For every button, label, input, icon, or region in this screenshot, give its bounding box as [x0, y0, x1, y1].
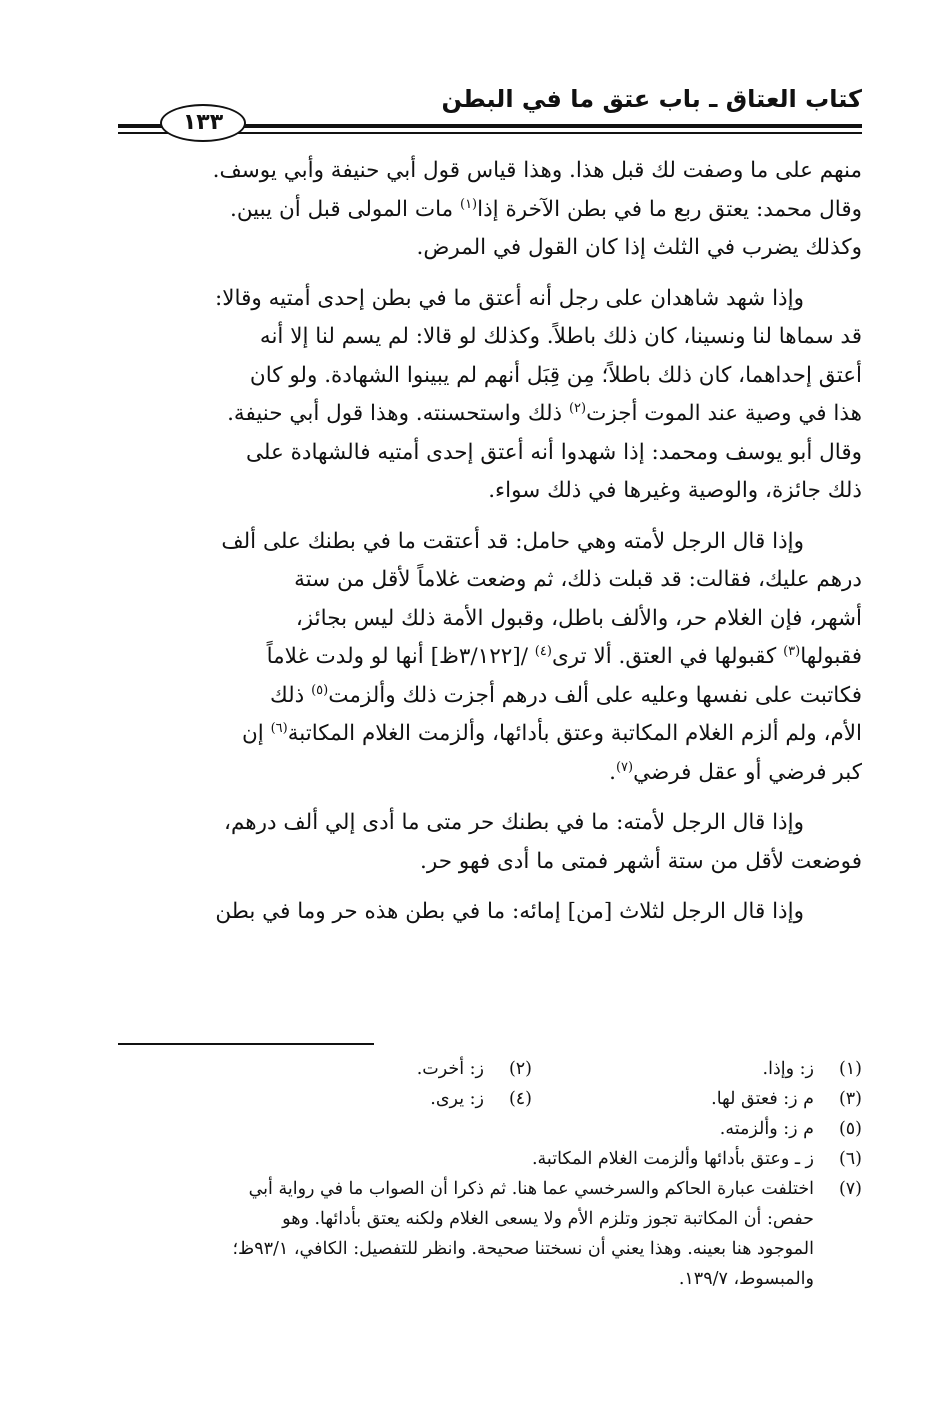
text-line: وقال أبو يوسف ومحمد: إذا شهدوا أنه أعتق إحدى أمتيه فالشهادة على: [245, 439, 862, 465]
footnote-text: ز: أخرت.: [416, 1059, 484, 1079]
text-line: أعتق إحداهما، كان ذلك باطلاً؛ مِن قِبَل أنهم لم يبينوا الشهادة. ولو كان: [249, 362, 862, 388]
text-line: قد سماها لنا ونسينا، كان ذلك باطلاً. وكذلك لو قالا: لم يسم لنا إلا أنه: [259, 324, 862, 349]
text-line: وإذا قال الرجل لثلاث [من] إمائه: ما في بطن هذه حر وما في بطن: [215, 899, 804, 924]
text-line: كبر فرضي أو عقل فرضي$^{(٧)}$.: [609, 759, 862, 785]
text-line: فوضعت لأقل من ستة أشهر فمتى ما أدى فهو حر.: [420, 848, 862, 874]
text-line: منهم على ما وصفت لك قبل هذا. وهذا قياس قول أبي حنيفة وأبي يوسف.: [212, 158, 862, 183]
text-line: وقال محمد: يعتق ربع ما في بطن الآخرة إذا$^{(١)}$ مات المولى قبل أن يبين.: [229, 196, 862, 222]
footnote-number: (٤): [508, 1089, 532, 1109]
body-text: [118, 152, 862, 944]
footnote-line: اختلفت عبارة الحاكم والسرخسي عما هنا. ثم ذكرا أن الصواب ما في رواية أبي: [248, 1179, 814, 1199]
footnote-ref: (٥): [311, 682, 329, 698]
footnote: [202, 1084, 532, 1114]
text-line: فكاتبت على نفسها وعليه على ألف درهم أجزت ذلك وألزمت$^{(٥)}$ ذلك: [270, 682, 862, 708]
footnote-number: (٦): [838, 1149, 862, 1169]
footnote-number: (٥): [838, 1119, 862, 1139]
paragraph: [118, 523, 862, 793]
footnote-ref: (٢): [568, 400, 587, 416]
footnote-ref: (٣): [783, 643, 801, 659]
footnote-text: ز ـ وعتق بأدائها وألزمت الغلام المكاتبة.: [531, 1149, 814, 1169]
text-line: وإذا قال الرجل لأمته وهي حامل: قد أعتقت ما في بطنك على ألف: [221, 528, 804, 554]
paragraph: [118, 804, 862, 881]
footnote-line: والمبسوط، ١٣٩/٧.: [678, 1269, 814, 1289]
footnote-ref: (٤): [534, 643, 552, 659]
text-line: فقبولها$^{(٣)}$ كقبولها في العتق. ألا ترى$^{(٤)}$ /[٣/١٢٢ظ] أنها لو ولدت غلاماً: [266, 643, 862, 669]
footnote-number: (٧): [838, 1179, 862, 1199]
footnote: [532, 1054, 862, 1084]
footnote-ref: (٧): [615, 759, 634, 775]
footnote-row: [118, 1144, 862, 1174]
footnote-number: (٣): [838, 1089, 862, 1109]
footnote-line: الموجود هنا بعينه. وهذا يعني أن نسختنا صحيحة. وانظر للتفصيل: الكافي، ٩٣/١ظ؛: [232, 1239, 814, 1259]
footnote: [118, 1174, 862, 1294]
text-line: وإذا قال الرجل لأمته: ما في بطنك حر متى ما أدى إلي ألف درهم،: [224, 810, 804, 835]
text-line: الأم، ولم ألزم الغلام المكاتبة وعتق بأدائها، وألزمت الغلام المكاتبة$^{(٦)}$ إن: [241, 720, 862, 746]
footnotes: [118, 1054, 862, 1294]
text-line: هذا في وصية عند الموت أجزت$^{(٢)}$ ذلك واستحسنته. وهذا قول أبي حنيفة.: [227, 400, 862, 426]
footnote-text: ز: وإذا.: [762, 1059, 814, 1079]
paragraph: [118, 893, 862, 932]
footnote-row: [118, 1114, 862, 1144]
footnote: [532, 1084, 862, 1114]
text-line: درهم عليك، فقالت: قد قبلت ذلك، ثم وضعت غلاماً لأقل من ستة: [294, 567, 862, 592]
footnote-rule: [118, 1043, 374, 1045]
paragraph: [118, 280, 862, 511]
paragraph: [118, 152, 862, 268]
footnote-text: ز: يرى.: [430, 1089, 484, 1109]
text-line: أشهر، فإن الغلام حر، والألف باطل، وقبول الأمة ذلك ليس بجائز،: [295, 605, 862, 631]
text-line: وكذلك يضرب في الثلث إذا كان القول في المرض.: [416, 235, 862, 260]
page-number: ١٣٣: [160, 104, 246, 142]
footnote-row: [118, 1084, 862, 1114]
running-title: كتاب العتاق ـ باب عتق ما في البطن: [441, 85, 862, 113]
footnote-row: [118, 1054, 862, 1084]
footnote-ref: (١): [459, 196, 478, 212]
footnote-number: (٢): [508, 1059, 532, 1079]
text-line: ذلك جائزة، والوصية وغيرها في ذلك سواء.: [488, 478, 862, 503]
footnote-text: م ز: وألزمته.: [719, 1119, 814, 1139]
footnote-text: م ز: فعتق لها.: [711, 1089, 814, 1109]
footnote-line: حفص: أن المكاتبة تجوز وتلزم الأم ولا يسعى الغلام ولكنه يعتق بأدائها. وهو: [282, 1209, 814, 1229]
text-line: وإذا شهد شاهدان على رجل أنه أعتق ما في بطن إحدى أمتيه وقالا:: [215, 285, 804, 311]
footnote-text: [118, 1174, 814, 1294]
footnote: [202, 1054, 532, 1084]
footnote-ref: (٦): [270, 720, 288, 736]
footnote-number: (١): [838, 1059, 862, 1079]
